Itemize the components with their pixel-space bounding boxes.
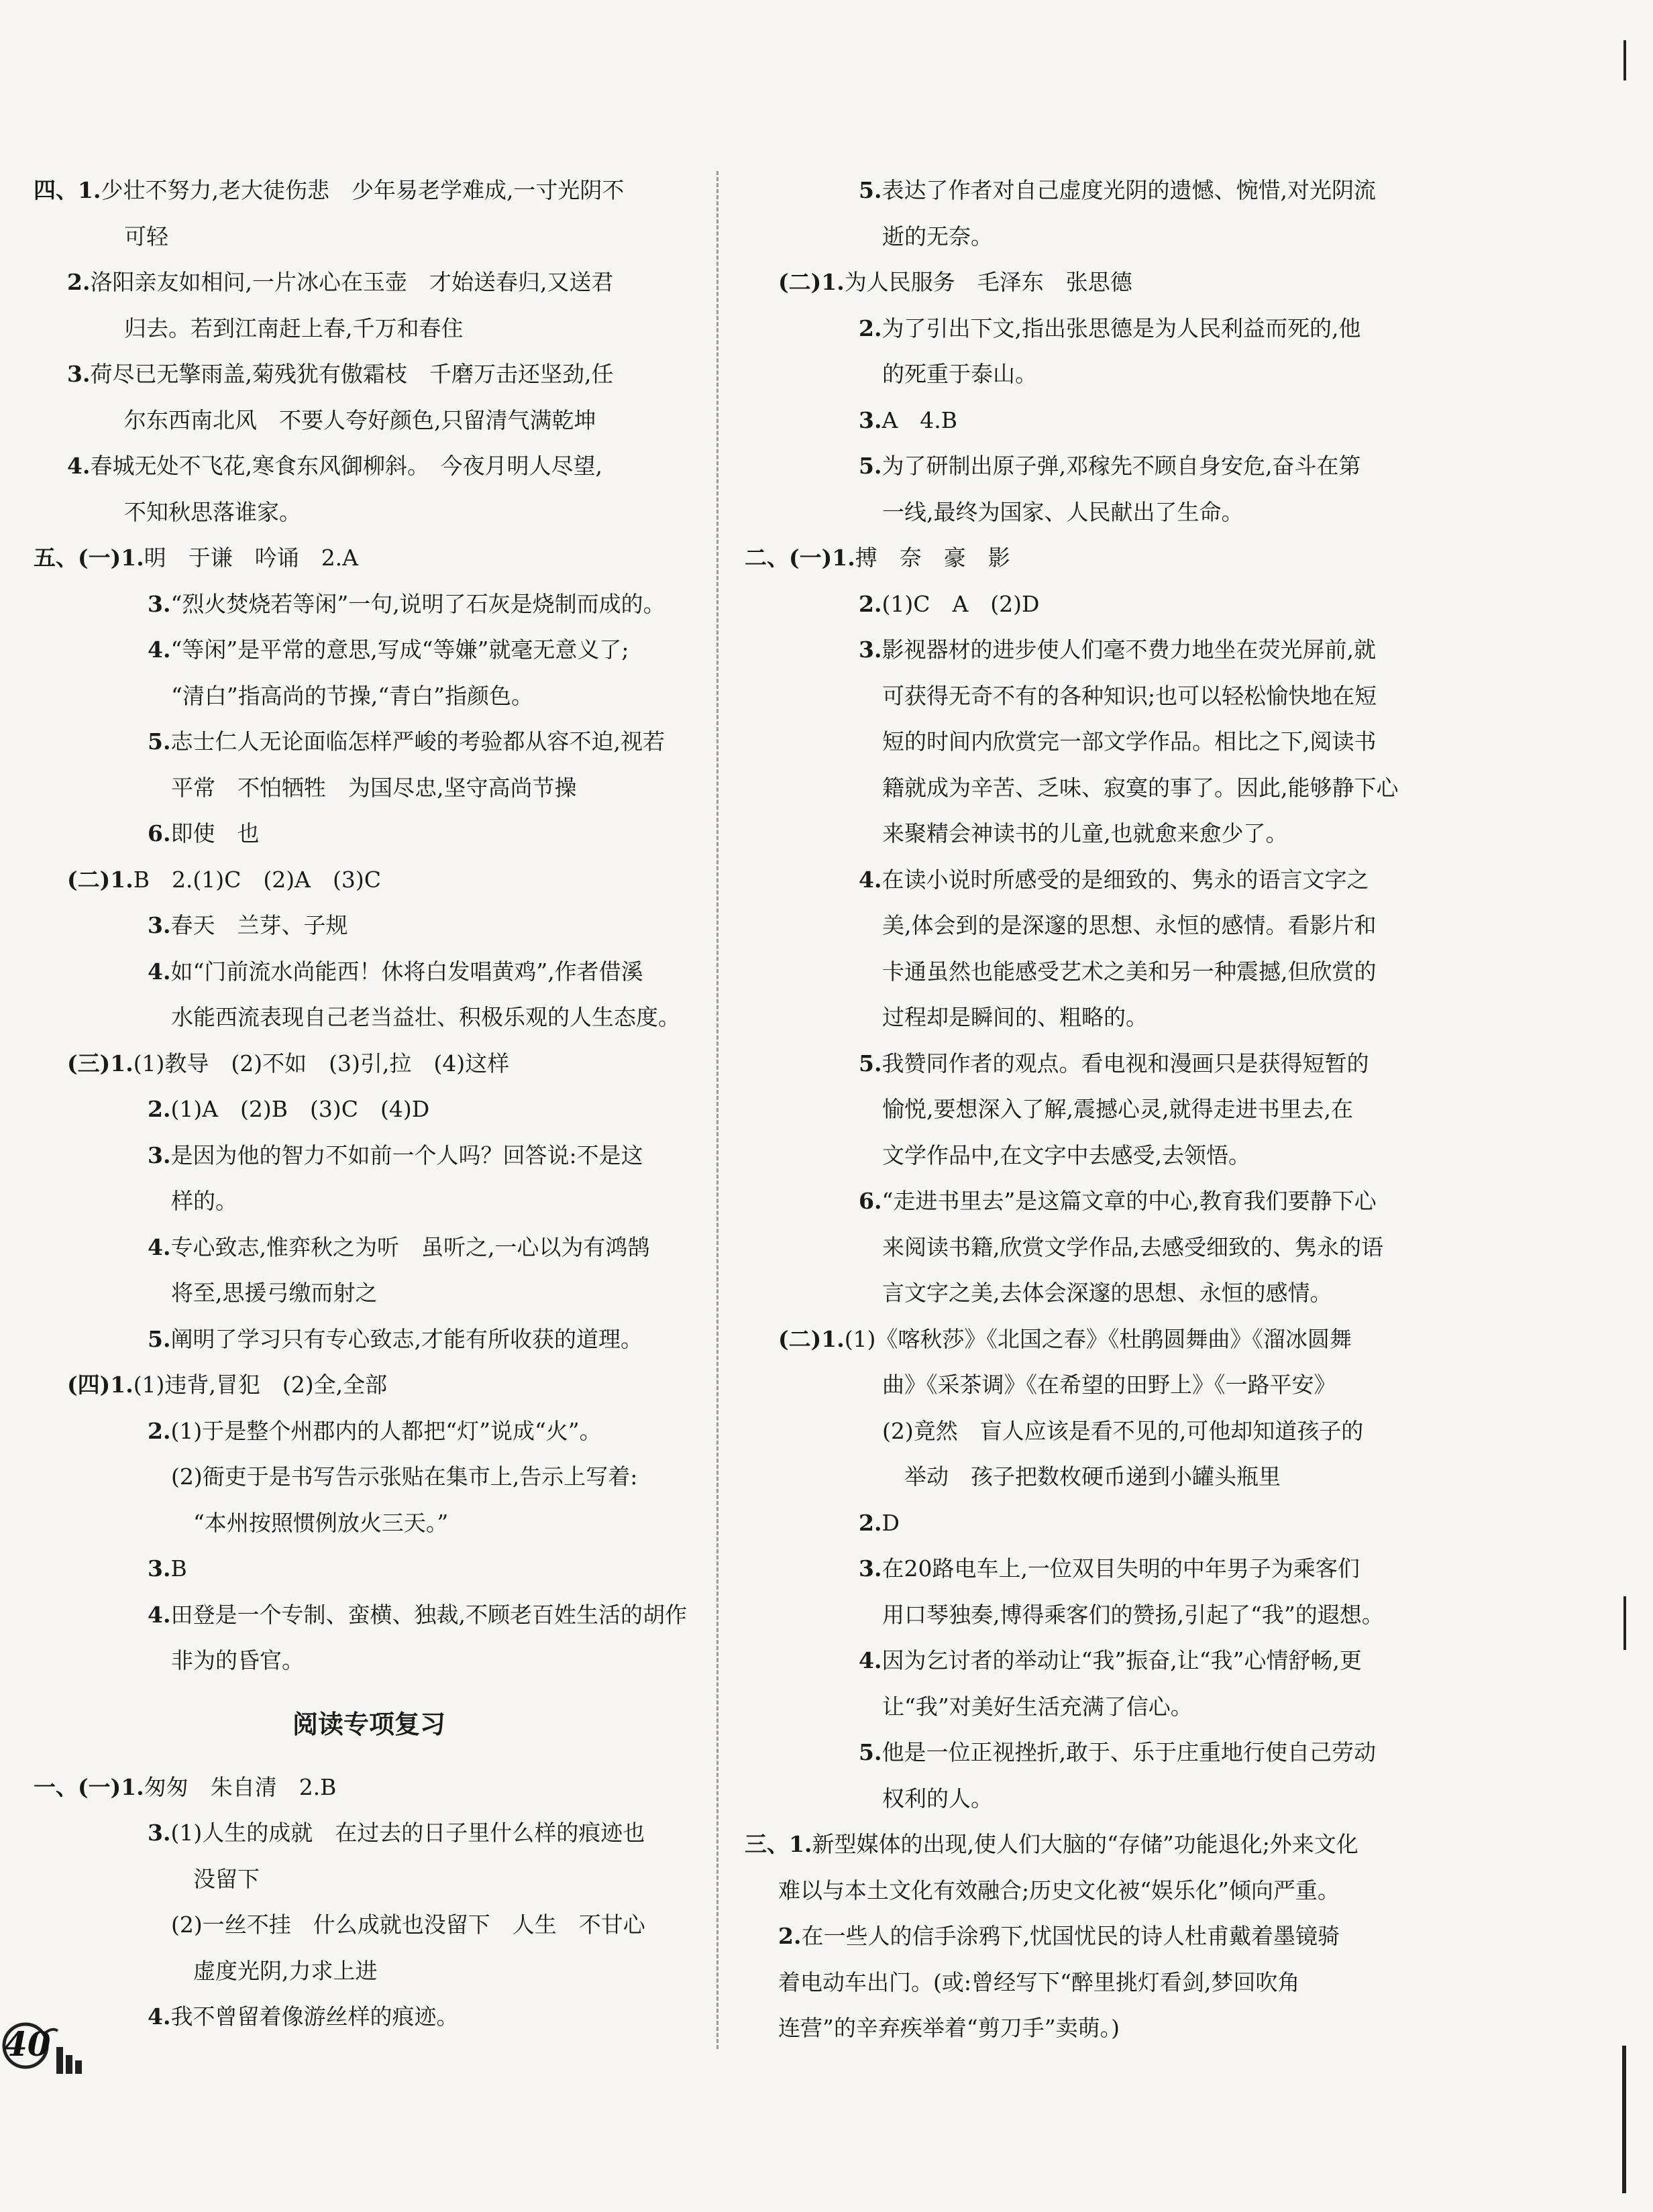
answer-line — [34, 1765, 704, 1811]
answer-text: (2)竟然 盲人应该是看不见的,可他却知道孩子的 — [882, 1417, 1364, 1444]
answer-line — [745, 1317, 1416, 1363]
answer-line — [34, 1948, 704, 1995]
answer-text: 用口琴独奏,博得乘客们的赞扬,引起了“我”的遐想。 — [882, 1601, 1384, 1628]
answer-line — [34, 1178, 704, 1225]
answer-line — [34, 398, 704, 444]
answer-text: 一线,最终为国家、人民献出了生命。 — [882, 498, 1244, 525]
answer-number: 3. — [148, 1555, 171, 1582]
answer-line — [34, 1041, 704, 1087]
answer-line — [745, 1776, 1416, 1822]
answer-line — [34, 490, 704, 536]
answer-text: 权利的人。 — [882, 1785, 993, 1812]
answer-line — [745, 1684, 1416, 1730]
answer-number: 一、(一)1. — [34, 1773, 144, 1800]
answer-text: 的死重于泰山。 — [882, 361, 1037, 387]
answer-text: 表达了作者对自己虚度光阴的遗憾、惋惜,对光阴流 — [882, 177, 1376, 203]
section-title: 阅读专项复习 — [292, 1709, 445, 1739]
answer-text: 卡通虽然也能感受艺术之美和另一种震撼,但欣赏的 — [882, 958, 1377, 985]
answer-number: 三、1. — [745, 1831, 812, 1857]
answer-line — [34, 351, 704, 398]
answer-line — [745, 719, 1416, 765]
answer-text: 因为乞讨者的举动让“我”振奋,让“我”心情舒畅,更 — [882, 1647, 1362, 1673]
answer-line — [745, 1822, 1416, 1868]
answer-text: 在读小说时所感受的是细致的、隽永的语言文字之 — [882, 866, 1369, 893]
answer-line — [745, 443, 1416, 490]
answer-number: 5. — [859, 1739, 882, 1765]
answer-line — [34, 306, 704, 352]
answer-number: 3. — [148, 590, 171, 617]
answer-line — [34, 582, 704, 628]
answer-line — [34, 1546, 704, 1592]
answer-line — [34, 1500, 704, 1547]
answer-line — [745, 168, 1416, 214]
answer-line — [34, 1087, 704, 1133]
answer-text: 尔东西南北风 不要人夸好颜色,只留清气满乾坤 — [124, 406, 596, 433]
answer-line — [745, 903, 1416, 949]
answer-text: (1)于是整个州郡内的人都把“灯”说成“火”。 — [170, 1417, 602, 1444]
answer-line — [34, 903, 704, 949]
answer-text: 让“我”对美好生活充满了信心。 — [882, 1693, 1193, 1720]
answer-text: 春天 兰芽、子规 — [170, 912, 348, 938]
answer-text: 来阅读书籍,欣赏文学作品,去感受细致的、隽永的语 — [882, 1233, 1383, 1260]
answer-number: 4. — [148, 1601, 171, 1628]
answer-text: (1)教导 (2)不如 (3)引,拉 (4)这样 — [133, 1050, 510, 1076]
answer-line — [745, 2005, 1416, 2052]
answer-text: 愉悦,要想深入了解,震撼心灵,就得走进书里去,在 — [882, 1096, 1353, 1122]
answer-number: 5. — [859, 177, 882, 203]
answer-text: 平常 不怕牺牲 为国尽忠,坚守高尚节操 — [171, 774, 577, 801]
answer-line — [745, 627, 1416, 673]
answer-line — [34, 949, 704, 995]
page-number: 40 — [4, 2024, 51, 2064]
answer-line — [34, 1638, 704, 1684]
answer-line — [745, 1638, 1416, 1684]
answer-text: B 2.(1)C (2)A (3)C — [133, 866, 381, 893]
answer-number: 5. — [859, 453, 882, 479]
answer-text: (1)违背,冒犯 (2)全,全部 — [133, 1372, 388, 1398]
answer-line — [34, 443, 704, 490]
answer-text: 没留下 — [171, 1865, 260, 1892]
answer-text: 可获得无奇不有的各种知识;也可以轻松愉快地在短 — [882, 682, 1377, 709]
answer-number: 4. — [148, 958, 171, 985]
answer-line — [745, 765, 1416, 812]
answer-text: 美,体会到的是深邃的思想、永恒的感情。看影片和 — [882, 912, 1377, 938]
answer-line — [34, 1857, 704, 1903]
answer-text: 是因为他的智力不如前一个人吗？回答说:不是这 — [170, 1142, 643, 1168]
answer-text: 着电动车出门。(或:曾经写下“醉里挑灯看剑,梦回吹角 — [778, 1969, 1300, 1995]
answer-number: 3. — [859, 1555, 882, 1582]
answer-number: 4. — [148, 637, 171, 663]
answer-text: 少壮不努力,老大徒伤悲 少年易老学难成,一寸光阴不 — [101, 177, 625, 203]
answer-text: 可轻 — [124, 223, 168, 250]
answer-text: 为人民服务 毛泽东 张思德 — [844, 269, 1132, 295]
answer-text: 新型媒体的出现,使人们大脑的“存储”功能退化;外来文化 — [812, 1831, 1358, 1857]
scan-edge-mark — [1622, 2046, 1626, 2193]
answer-text: 阐明了学习只有专心致志,才能有所收获的道理。 — [170, 1325, 643, 1352]
answer-text: 非为的昏官。 — [171, 1647, 304, 1673]
answer-line — [745, 1914, 1416, 1960]
answer-number: 5. — [148, 1325, 171, 1352]
answer-number: 6. — [148, 820, 171, 846]
answer-line — [745, 535, 1416, 582]
answer-text: 田登是一个专制、蛮横、独裁,不顾老百姓生活的胡作 — [170, 1601, 687, 1628]
answer-text: B — [170, 1555, 187, 1582]
answer-number: 4. — [148, 1233, 171, 1260]
answer-line — [34, 1810, 704, 1857]
answer-line — [745, 351, 1416, 398]
answer-line — [34, 1317, 704, 1363]
answer-line — [34, 1225, 704, 1271]
answer-text: 曲》《采茶调》《在希望的田野上》《一路平安》 — [882, 1372, 1336, 1398]
page-bars-icon — [56, 2047, 85, 2074]
answer-text: 专心致志,惟弈秋之为听 虽听之,一心以为有鸿鹄 — [170, 1233, 650, 1260]
answer-number: (二)1. — [778, 269, 845, 295]
answer-line — [34, 857, 704, 903]
answer-text: 文学作品中,在文字中去感受,去领悟。 — [882, 1142, 1250, 1168]
answer-line — [745, 673, 1416, 720]
answer-text: 我不曾留着像游丝样的痕迹。 — [170, 2003, 459, 2030]
answer-line — [745, 582, 1416, 628]
answer-text: D — [882, 1509, 900, 1536]
answer-number: 2. — [148, 1417, 171, 1444]
answer-number: 3. — [148, 1142, 171, 1168]
answer-number: 5. — [859, 1050, 882, 1076]
answer-text: 荷尽已无擎雨盖,菊残犹有傲霜枝 千磨万击还坚劲,任 — [90, 361, 614, 387]
answer-number: 2. — [67, 269, 91, 295]
answer-line — [34, 214, 704, 260]
answer-text: 样的。 — [171, 1188, 237, 1214]
answer-text: 在一些人的信手涂鸦下,忧国忧民的诗人杜甫戴着墨镜骑 — [801, 1923, 1340, 1949]
answer-line — [34, 719, 704, 765]
answer-line — [745, 995, 1416, 1041]
answer-line — [34, 535, 704, 582]
answer-text: A 4.B — [882, 406, 958, 433]
answer-text: “清白”指高尚的节操,“青白”指颜色。 — [171, 682, 533, 709]
answer-line — [745, 811, 1416, 857]
answer-text: (2)一丝不挂 什么成就也没留下 人生 不甘心 — [171, 1912, 645, 1938]
answer-number: 6. — [859, 1188, 882, 1214]
answer-number: 2. — [859, 315, 882, 341]
answer-text: “走进书里去”是这篇文章的中心,教育我们要静下心 — [882, 1188, 1377, 1214]
answer-line — [745, 1133, 1416, 1179]
scan-edge-mark — [1623, 1596, 1626, 1650]
answer-line — [745, 1408, 1416, 1455]
answer-line — [745, 1270, 1416, 1317]
answer-number: 3. — [859, 637, 882, 663]
answer-line — [34, 1454, 704, 1500]
answer-line — [745, 1178, 1416, 1225]
answer-number: 4. — [859, 866, 882, 893]
answer-number: 2. — [859, 1509, 882, 1536]
answer-line — [745, 1500, 1416, 1547]
answer-line — [34, 1270, 704, 1317]
answer-text: 志士仁人无论面临怎样严峻的考验都从容不迫,视若 — [170, 728, 665, 755]
answer-text: 不知秋思落谁家。 — [124, 498, 301, 525]
answer-text: 明 于谦 吟诵 2.A — [144, 545, 359, 571]
answer-number: 五、(一)1. — [34, 545, 144, 571]
answer-line — [745, 1730, 1416, 1776]
answer-text: (1)《喀秋莎》《北国之春》《杜鹃圆舞曲》《溜冰圆舞 — [844, 1325, 1352, 1352]
answer-text: 短的时间内欣赏完一部文学作品。相比之下,阅读书 — [882, 728, 1377, 755]
answer-line — [745, 260, 1416, 306]
answer-line — [34, 1994, 704, 2040]
answer-number: 四、1. — [34, 177, 101, 203]
answer-number: 5. — [148, 728, 171, 755]
answer-number: (二)1. — [67, 866, 134, 893]
answer-text: 春城无处不飞花,寒食东风御柳斜。 今夜月明人尽望, — [90, 453, 602, 479]
answer-line — [745, 949, 1416, 995]
answer-text: 影视器材的进步使人们毫不费力地坐在荧光屏前,就 — [882, 637, 1376, 663]
answer-line — [34, 1133, 704, 1179]
answer-text: (1)A (2)B (3)C (4)D — [170, 1096, 430, 1122]
answer-line — [745, 1454, 1416, 1500]
answer-line — [745, 1041, 1416, 1087]
column-divider — [716, 171, 718, 2049]
answer-number: 2. — [148, 1096, 171, 1122]
answer-number: (三)1. — [67, 1050, 134, 1076]
answer-line — [34, 765, 704, 812]
answer-line — [745, 857, 1416, 903]
answer-text: 将至,思援弓缴而射之 — [171, 1280, 378, 1306]
answer-line — [745, 306, 1416, 352]
answer-text: 来聚精会神读书的儿童,也就愈来愈少了。 — [882, 820, 1288, 846]
answer-text: 为了引出下文,指出张思德是为人民利益而死的,他 — [882, 315, 1361, 341]
answer-text: 连营”的辛弃疾举着“剪刀手”卖萌。) — [778, 2015, 1120, 2041]
answer-line — [745, 214, 1416, 260]
answer-line — [34, 260, 704, 306]
answer-number: 4. — [67, 453, 91, 479]
answer-line — [34, 627, 704, 673]
answer-line — [745, 490, 1416, 536]
answer-line — [34, 673, 704, 720]
answer-line — [745, 1225, 1416, 1271]
answer-number: 4. — [148, 2003, 171, 2030]
answer-number: 4. — [859, 1647, 882, 1673]
answer-text: 为了研制出原子弹,邓稼先不顾自身安危,奋斗在第 — [882, 453, 1361, 479]
answer-line — [745, 398, 1416, 444]
answer-text: (2)衙吏于是书写告示张贴在集市上,告示上写着: — [171, 1463, 638, 1490]
answer-line — [34, 1408, 704, 1455]
left-column — [34, 168, 704, 2040]
answer-text: 举动 孩子把数枚硬币递到小罐头瓶里 — [882, 1463, 1281, 1490]
answer-text: 我赞同作者的观点。看电视和漫画只是获得短暂的 — [882, 1050, 1369, 1076]
answer-text: 水能西流表现自己老当益壮、积极乐观的人生态度。 — [171, 1004, 680, 1030]
answer-text: 匆匆 朱自清 2.B — [144, 1773, 337, 1800]
answer-number: 2. — [778, 1923, 802, 1949]
answer-number: 3. — [859, 406, 882, 433]
answer-text: 虚度光阴,力求上进 — [171, 1957, 378, 1984]
answer-line — [34, 995, 704, 1041]
answer-line — [745, 1546, 1416, 1592]
answer-text: 在20路电车上,一位双目失明的中年男子为乘客们 — [882, 1555, 1360, 1582]
answer-number: 3. — [67, 361, 91, 387]
answer-line — [745, 1868, 1416, 1914]
answer-text: 即使 也 — [170, 820, 260, 846]
answer-text: 难以与本土文化有效融合;历史文化被“娱乐化”倾向严重。 — [778, 1877, 1340, 1903]
answer-number: 3. — [148, 1820, 171, 1846]
answer-number: 2. — [859, 590, 882, 617]
answer-number: 二、(一)1. — [745, 545, 855, 571]
answer-line — [34, 1902, 704, 1948]
answer-text: (1)人生的成就 在过去的日子里什么样的痕迹也 — [170, 1820, 645, 1846]
answer-line — [745, 1592, 1416, 1639]
answer-line — [34, 811, 704, 857]
answer-text: “烈火焚烧若等闲”一句,说明了石灰是烧制而成的。 — [170, 590, 665, 617]
answer-text: 逝的无奈。 — [882, 223, 993, 250]
answer-text: 归去。若到江南赶上春,千万和春住 — [124, 315, 464, 341]
answer-text: (1)C A (2)D — [882, 590, 1040, 617]
answer-text: 如“门前流水尚能西！休将白发唱黄鸡”,作者借溪 — [170, 958, 643, 985]
answer-text: 搏 奈 豪 影 — [855, 545, 1010, 571]
answer-text: 言文字之美,去体会深邃的思想、永恒的感情。 — [882, 1280, 1332, 1306]
answer-text: 他是一位正视挫折,敢于、乐于庄重地行使自己劳动 — [882, 1739, 1376, 1765]
answer-line — [745, 1960, 1416, 2006]
answer-number: (四)1. — [67, 1372, 134, 1398]
answer-line — [34, 1592, 704, 1639]
answer-line — [745, 1362, 1416, 1408]
answer-line — [34, 168, 704, 214]
answer-text: “等闲”是平常的意思,写成“等嫌”就毫无意义了; — [170, 637, 629, 663]
right-column — [745, 168, 1416, 2052]
answer-line — [745, 1087, 1416, 1133]
answer-number: 3. — [148, 912, 171, 938]
answer-text: 过程却是瞬间的、粗略的。 — [882, 1004, 1148, 1030]
answer-line — [34, 1362, 704, 1408]
answer-number: (二)1. — [778, 1325, 845, 1352]
answer-text: 洛阳亲友如相问,一片冰心在玉壶 才始送春归,又送君 — [90, 269, 614, 295]
answer-text: 籍就成为辛苦、乏味、寂寞的事了。因此,能够静下心 — [882, 774, 1399, 801]
answer-text: “本州按照惯例放火三天。” — [171, 1509, 449, 1536]
scan-edge-mark — [1623, 40, 1626, 80]
